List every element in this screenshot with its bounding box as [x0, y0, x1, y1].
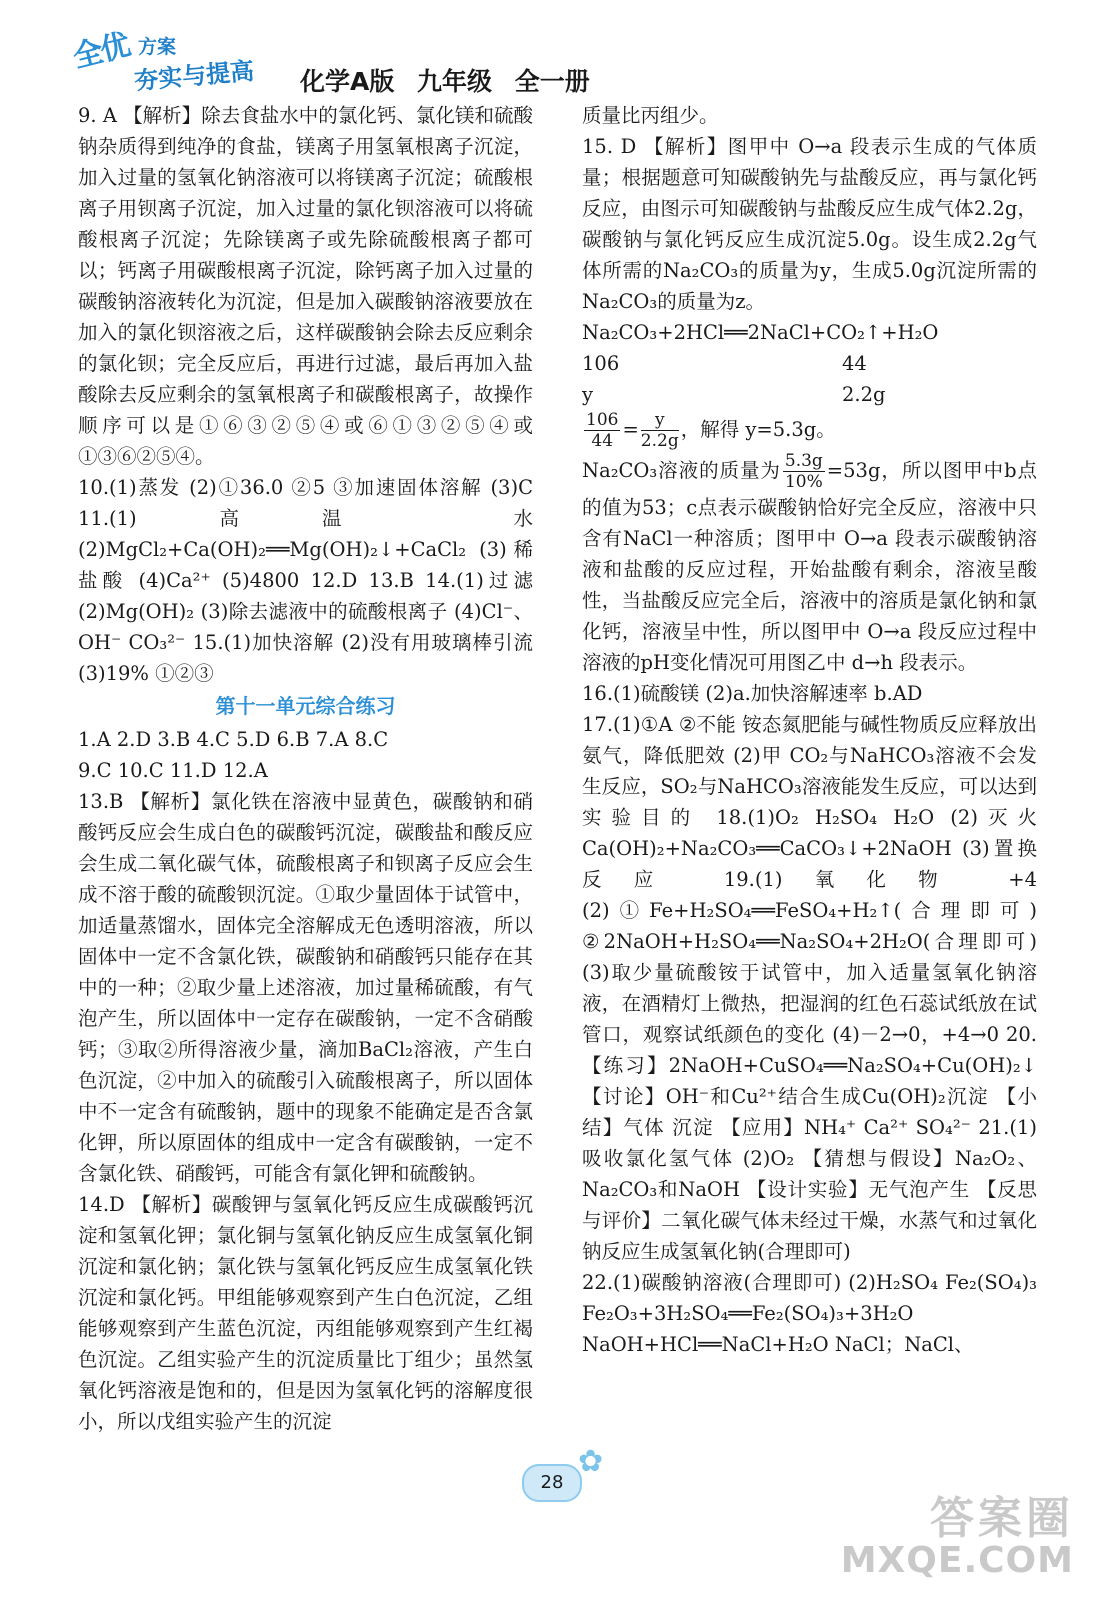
- palm-tree-icon: ✿: [578, 1444, 604, 1479]
- book-title: 化学A版 九年级 全一册: [300, 67, 590, 96]
- page-number: 28: [522, 1464, 582, 1502]
- answer-15-analysis: 15. D 【解析】图甲中 O→a 段表示生成的气体质量；根据题意可知碳酸钠先与盐酸反应，再与氯化钙反应，由图示可知碳酸钠与盐酸反应生成气体2.2g，碳酸钠与氯化钙反应生成沉淀5.0g。设生成2.2g气体所需的Na₂CO₃的质量为y，生成5.0g沉淀所需的Na₂CO₃的质量为z。: [582, 135, 1037, 313]
- solve-text: ，解得 y=5.3g。: [680, 418, 836, 441]
- equation-row-unknown: [582, 379, 1037, 410]
- unknown-y: y: [582, 383, 594, 406]
- frac-num: 106: [586, 410, 619, 430]
- fraction-mass: [783, 451, 825, 492]
- frac-den: 44: [591, 431, 614, 451]
- equation-row-mass: [582, 348, 1037, 379]
- answer-13-analysis: 13.B 【解析】氯化铁在溶液中显黄色，碳酸钠和硝酸钙反应会生成白色的碳酸钙沉淀，碳酸盐和酸反应会生成二氧化碳气体，硫酸根离子和钡离子反应会生成不溶于酸的硫酸钡沉淀。①取少量固体于试管中，加适量蒸馏水，固体完全溶解成无色透明溶液，所以固体中一定不含氯化铁，碳酸钠和硝酸钙只能存在其中的一种；②取少量上述溶液，加过量稀硫酸，有气泡产生，所以固体中一定存在碳酸钠，一定不含硝酸钙；③取②所得溶液少量，滴加BaCl₂溶液，产生白色沉淀，②中加入的硫酸引入硫酸根离子，所以固体中不一定含有硫酸钠，题中的现象不能确定是否含氯化钾，所以原固体的组成中一定含有碳酸钠，一定不含氯化铁、硝酸钙，可能含有氯化钾和硫酸钠。: [78, 790, 533, 1185]
- frac-num: y: [641, 410, 679, 431]
- logo-text-1: 全优: [69, 27, 133, 76]
- mass-na2co3: 106: [582, 352, 620, 375]
- answer-9-analysis: 9. A 【解析】除去食盐水中的氯化钙、氯化镁和硫酸钠杂质得到纯净的食盐，镁离子用氢氧根离子沉淀，加入过量的氢氧化钠溶液可以将镁离子沉淀；硫酸根离子用钡离子沉淀，加入过量的氯化钡溶液可以将硫酸根离子沉淀；先除镁离子或先除硫酸根离子都可以；钙离子用碳酸根离子沉淀，除钙离子加入过量的碳酸钠溶液转化为沉淀，但是加入碳酸钠溶液要放在加入的氯化钡溶液之后，这样碳酸钠会除去反应剩余的氯化钡；完全反应后，再进行过滤，最后再加入盐酸除去反应剩余的氢氧根离子和碳酸根离子，故操作顺序可以是①⑥③②⑤④或⑥①③②⑤④或①③⑥②⑤④。: [78, 104, 533, 468]
- answers-1-8: 1.A 2.D 3.B 4.C 5.D 6.B 7.A 8.C: [78, 728, 389, 751]
- section-title: 第十一单元综合练习: [215, 694, 396, 718]
- answer-16: 16.(1)硫酸镁 (2)a.加快溶解速率 b.AD: [582, 682, 923, 705]
- logo-text-2: 方案: [138, 36, 177, 58]
- fraction-left: [584, 410, 620, 451]
- answer-14-analysis: 14.D 【解析】碳酸钾与氢氧化钙反应生成碳酸钙沉淀和氢氧化钾；氯化铜与氢氧化钠反应生成氢氧化铜沉淀和氯化钠；氯化铁与氢氧化钙反应生成氢氧化铁沉淀和氯化钙。甲组能够观察到产生白色沉淀，乙组能够观察到产生蓝色沉淀，丙组能够观察到产生红褐色沉淀。乙组实验产生的沉淀质量比丁组少；虽然氢氧化钙溶液是饱和的，但是因为氢氧化钙的溶解度很小，所以戊组实验产生的沉淀: [78, 1193, 533, 1433]
- equals-sign: =: [622, 418, 639, 441]
- answers-17-21: 17.(1)①A ②不能 铵态氮肥能与碱性物质反应释放出氨气，降低肥效 (2)甲 CO₂与NaHCO₃溶液不会发生反应，SO₂与NaHCO₃溶液能发生反应，可以达到实验目的 18.(1)O₂ H₂SO₄ H₂O (2)灭火 Ca(OH)₂+Na₂CO₃══CaCO₃↓+2NaOH (3)置换反应 19.(1)氧化物 +4 (2)①Fe+H₂SO₄══FeSO₄+H₂↑(合理即可) ②2NaOH+H₂SO₄══Na₂SO₄+2H₂O(合理即可) (3)取少量硫酸铵于试管中，加入适量氢氧化钠溶液，在酒精灯上微热，把湿润的红色石蕊试纸放在试管口，观察试纸颜色的变化 (4)－2→0，+4→0 20.【练习】2NaOH+CuSO₄══Na₂SO₄+Cu(OH)₂↓ 【讨论】OH⁻和Cu²⁺结合生成Cu(OH)₂沉淀 【小结】气体 沉淀 【应用】NH₄⁺ Ca²⁺ SO₄²⁻ 21.(1)吸收氯化氢气体 (2)O₂ 【猜想与假设】Na₂O₂、Na₂CO₃和NaOH 【设计实验】无气泡产生 【反思与评价】二氧化碳气体未经过干燥，水蒸气和过氧化钠反应生成氢氧化钠(合理即可): [582, 713, 1037, 1263]
- solution-mass-label: Na₂CO₃溶液的质量为: [582, 459, 781, 482]
- chemical-equation: Na₂CO₃+2HCl══2NaCl+CO₂↑+H₂O: [582, 321, 939, 344]
- right-column: [582, 100, 1037, 1360]
- frac-den: 2.2g: [640, 431, 679, 451]
- page-header: [0, 0, 1094, 95]
- answer-22: 22.(1)碳酸钠溶液(合理即可) (2)H₂SO₄ Fe₂(SO₄)₃ Fe₂O₃+3H₂SO₄══Fe₂(SO₄)₃+3H₂O NaOH+HCl══NaCl+H₂O NaCl；NaCl、: [582, 1271, 1037, 1356]
- fraction-right: [641, 410, 679, 451]
- watermark-text: 答案圈: [930, 1493, 1074, 1544]
- solution-mass-line: [582, 451, 1037, 678]
- frac-num: 5.3g: [784, 451, 823, 471]
- site-watermark: [840, 1493, 1074, 1582]
- watermark-url: MXQE.COM: [840, 1540, 1074, 1581]
- series-logo: [69, 22, 282, 96]
- answers-10-15: 10.(1)蒸发 (2)①36.0 ②5 ③加速固体溶解 (3)C 11.(1)高温 水 (2)MgCl₂+Ca(OH)₂══Mg(OH)₂↓+CaCl₂ (3)稀盐酸 (4)Ca²⁺ (5)4800 12.D 13.B 14.(1)过滤 (2)Mg(OH)₂ (3)除去滤液中的硫酸根离子 (4)Cl⁻、OH⁻ CO₃²⁻ 15.(1)加快溶解 (2)没有用玻璃棒引流 (3)19% ①②③: [78, 476, 533, 685]
- answer-14-continued: 质量比丙组少。: [582, 104, 719, 127]
- logo-text-3: 夯实与提高: [133, 56, 256, 96]
- left-column: [78, 100, 533, 1437]
- mass-co2: 44: [842, 352, 867, 375]
- value-co2: 2.2g: [842, 383, 886, 406]
- frac-den: 10%: [784, 472, 823, 492]
- answers-9-12: 9.C 10.C 11.D 12.A: [78, 759, 268, 782]
- solution-mass-text: =53g，所以图甲中b点的值为53；c点表示碳酸钠恰好完全反应，溶液中只含有NaCl一种溶质；图甲中 O→a 段表示碳酸钠溶液和盐酸的反应过程，开始盐酸有剩余，溶液呈酸性，当盐酸反应完全后，溶液中的溶质是氯化钠和氯化钙，溶液呈中性，所以图甲中 O→a 段反应过程中溶液的pH变化情况可用图乙中 d→h 段表示。: [582, 459, 1037, 674]
- ratio-line: [582, 410, 1037, 451]
